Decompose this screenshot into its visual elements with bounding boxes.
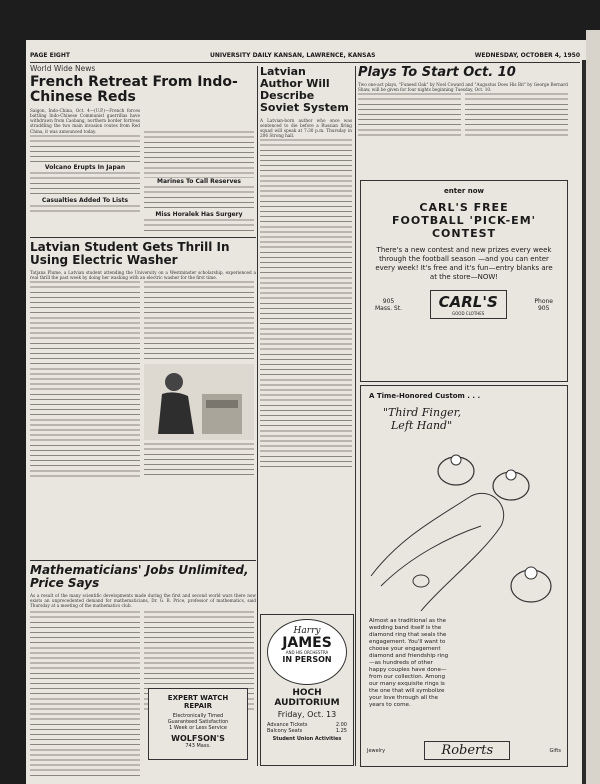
carls-phone: 905 <box>537 304 550 312</box>
wolfson-line5: 1 Week or Less Service <box>169 725 227 731</box>
headline-french-retreat: French Retreat From Indo-Chinese Reds <box>30 74 238 106</box>
column-plays <box>358 66 568 138</box>
article-text <box>30 134 140 164</box>
subhead-marines: Marines To Call Reserves <box>156 178 242 186</box>
article-lead: Two one-act plays, "Funeed Oak" by Noel Coward and "Augustus Does His Bit" by George Bernard Shaw, will be given for four nights beginning Tuesday, Oct. 10. <box>358 82 568 93</box>
wolfson-line1: EXPERT WATCH <box>167 694 229 702</box>
article-text <box>30 171 140 197</box>
carls-phone-label: Phone <box>534 297 553 305</box>
article-text <box>144 185 254 211</box>
article-text <box>144 442 254 478</box>
paper-name: UNIVERSITY DAILY KANSAN, LAWRENCE, KANSAS <box>210 52 376 59</box>
advance-label: Advance Tickets <box>267 722 308 728</box>
carls-logo-sub: GOOD CLOTHES <box>452 311 485 316</box>
headline-mathematicians: Mathematicians' Jobs Unlimited, Price Says <box>30 563 249 590</box>
roberts-right: Gifts <box>549 747 561 754</box>
column-rule <box>257 66 258 766</box>
section-label: World Wide News <box>30 64 96 73</box>
carls-title3: CONTEST <box>431 227 497 240</box>
column-rule <box>355 66 356 766</box>
headline-plays: Plays To Start Oct. 10 <box>358 65 516 80</box>
harry-james-badge <box>267 619 347 685</box>
balcony-price: 1.25 <box>335 728 347 734</box>
divider <box>30 237 256 238</box>
roberts-left: Jewelry <box>367 747 386 754</box>
headline-latvian-author: Latvian Author Will Describe Soviet System <box>260 65 349 114</box>
carls-body: There's a new contest and new prizes every week through the football season —and you can enter every week! It's free and it's fun—entry blanks are at the store—NOW! <box>375 246 553 281</box>
wolfson-line4: Guaranteed Satisfaction <box>167 719 229 725</box>
ad-carls <box>360 180 568 382</box>
roberts-script1: "Third Finger, <box>383 406 462 419</box>
page-header <box>30 52 580 63</box>
article-lead: Saigon, Indo-China, Oct. 4—(U.P.)—French forces battling Indo-Chinese Communist guerrillas have withdrawn from Caobang, northern border fortress straddling the two main invasion routes from Red China, it was announced today. <box>30 108 140 134</box>
subhead-casualties: Casualties Added To Lists <box>41 196 129 204</box>
article-text <box>144 130 254 178</box>
roberts-top: A Time-Honored Custom . . . <box>369 392 481 400</box>
student-photo <box>144 364 254 440</box>
ad-harry-james <box>260 614 354 766</box>
article-lead: Tatjana Plume, a Latvian student attending the University on a Westminster scholarship, experienced a real thrill the past week by doing her washing with an electric washer for the first time. <box>30 270 256 281</box>
concert-date: Friday, Oct. 13 <box>277 710 337 719</box>
headline-latvian-student: Latvian Student Gets Thrill In Using Electric Washer <box>30 240 230 268</box>
harry-line2: JAMES <box>282 635 332 651</box>
article-lead: As a result of the many scientific developments made during the first and second world wars there now exists an unprecedented demand for mathematicians, Dr. G. B. Price, professor of mathematics, said Thursday at a meeting of the mathematics club. <box>30 593 256 609</box>
ad-wolfson <box>148 688 248 760</box>
article-text <box>30 204 140 214</box>
roberts-name: Roberts <box>424 741 510 760</box>
article-text <box>30 280 140 480</box>
carls-title1: CARL'S FREE <box>419 201 509 214</box>
article-text <box>30 610 140 780</box>
harry-line4: IN PERSON <box>282 655 332 664</box>
wolfson-line3: Electronically Timed <box>172 713 224 719</box>
balcony-label: Balcony Seats <box>267 728 303 734</box>
article-text <box>260 138 352 468</box>
newspaper-page <box>26 40 586 784</box>
venue-line1: HOCH <box>292 688 322 698</box>
carls-logo: CARL'S <box>438 293 498 311</box>
carls-title2: FOOTBALL 'PICK-EM' <box>391 214 537 227</box>
column-world-news <box>30 66 256 480</box>
wolfson-line2: REPAIR <box>183 702 213 710</box>
subhead-volcano: Volcano Erupts In Japan <box>44 163 126 171</box>
page-gutter <box>582 60 586 784</box>
divider <box>30 560 256 561</box>
roberts-script2: Left Hand" <box>391 419 453 432</box>
harry-line3: AND HIS ORCHESTRA <box>285 650 329 655</box>
article-text <box>358 92 461 138</box>
carls-addr2: Mass. St. <box>375 304 402 312</box>
wolfson-address: 743 Mass. <box>185 743 211 749</box>
carls-addr1: 905 <box>382 297 395 305</box>
article-text <box>144 280 254 362</box>
advance-price: 2.00 <box>335 722 347 728</box>
venue-line2: AUDITORIUM <box>274 698 340 708</box>
ad-roberts <box>360 385 568 767</box>
harry-line1: Harry <box>293 626 321 636</box>
page-number: PAGE EIGHT <box>30 52 70 59</box>
roberts-body: Almost as traditional as the wedding band itself is the diamond ring that seals the engagement. You'll want to choose your engagement diamond and friendship ring—as hundreds of other happy couples have done—from our collection. Among our many exquisite rings is the one that will symbolize your love through all the years to come. <box>369 618 449 708</box>
next-page-edge <box>586 30 600 784</box>
page-date: WEDNESDAY, OCTOBER 4, 1950 <box>474 52 580 59</box>
subhead-horalek: Miss Horalek Has Surgery <box>155 211 243 219</box>
column-latvian-author <box>260 66 352 468</box>
photo-figure <box>144 364 254 440</box>
article-lead: A Latvian-born author who once was sentenced to die before a Russian firing squad will speak at 7:30 p.m. Thursday in 206 Strong hall. <box>260 118 352 139</box>
article-text <box>144 218 254 234</box>
carls-enter: enter now <box>444 187 484 195</box>
union-label: Student Union Activities <box>272 736 342 742</box>
rings-illustration <box>361 426 565 616</box>
wolfson-name: WOLFSON'S <box>171 734 225 743</box>
article-text <box>465 92 568 138</box>
